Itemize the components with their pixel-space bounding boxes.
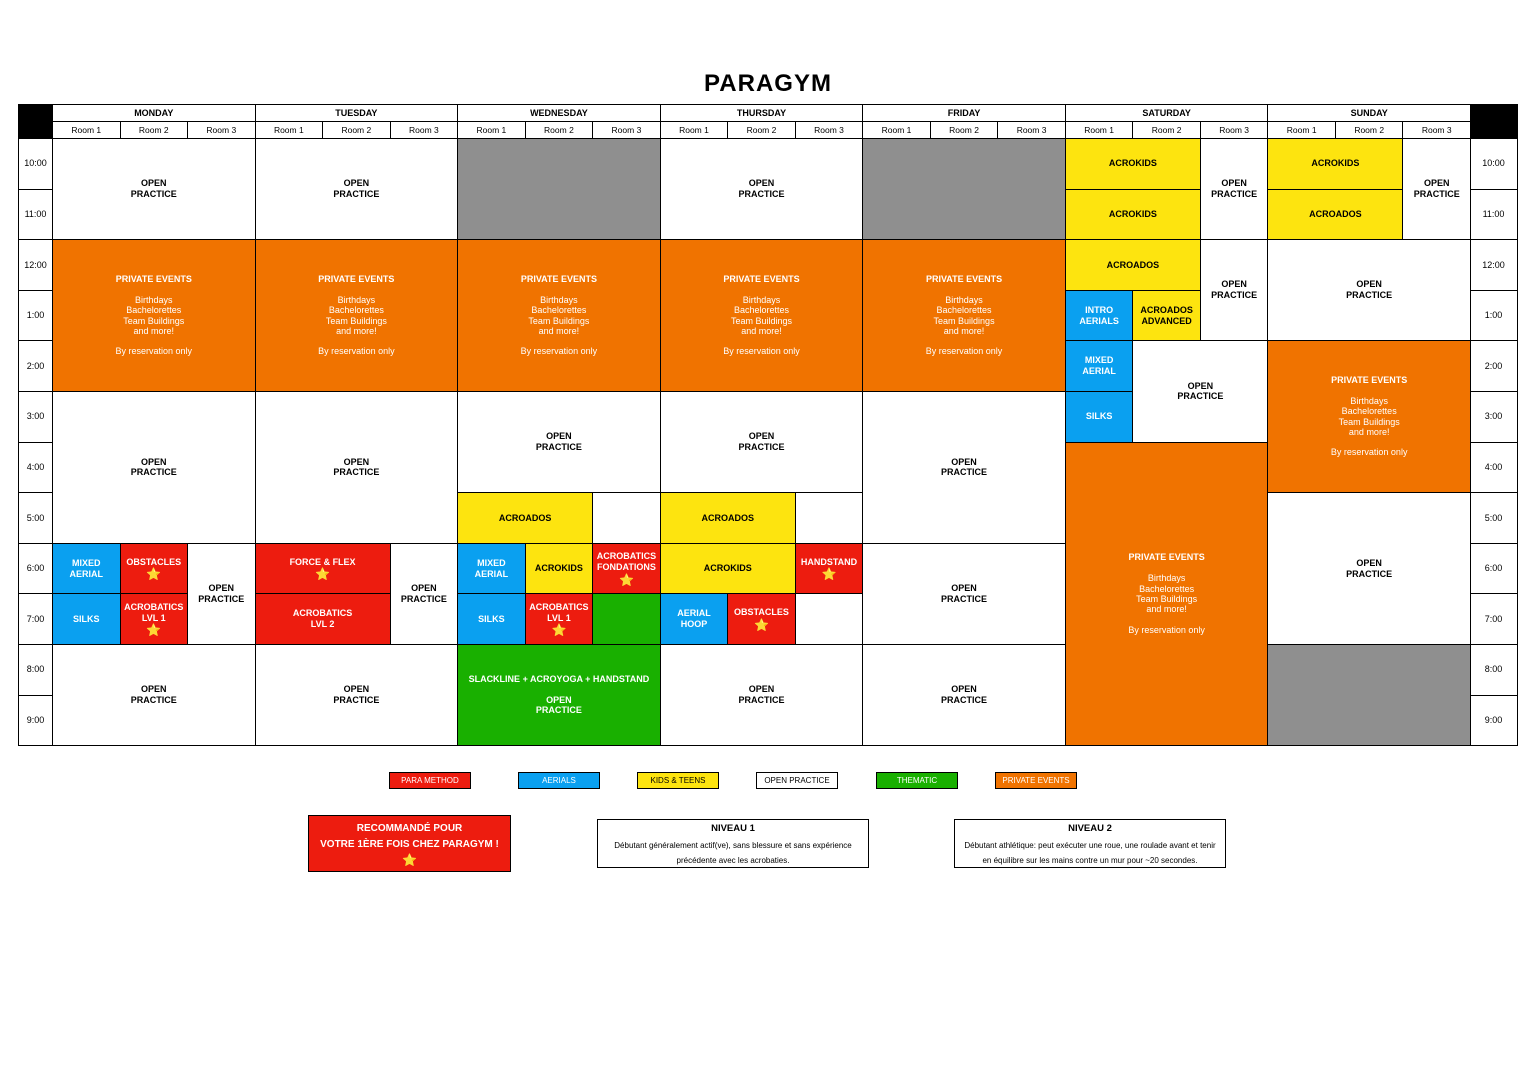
block-label: PRACTICE	[1346, 568, 1393, 579]
block-label: MIXED	[1084, 355, 1114, 366]
open-practice-block	[1132, 340, 1268, 442]
reservation-note: By reservation only	[723, 346, 800, 357]
time-label-right: 1:00	[1469, 290, 1518, 342]
block-label: OPEN	[141, 684, 167, 695]
block-label: FORCE & FLEX	[289, 556, 356, 567]
block-label: OBSTACLES	[126, 556, 182, 567]
star-icon: ⭐	[754, 618, 769, 633]
day-header-tuesday: TUESDAY	[255, 104, 459, 122]
block-label: PRACTICE	[941, 593, 988, 604]
detail-line: Birthdays	[540, 294, 578, 305]
reservation-note: By reservation only	[115, 346, 193, 357]
block-label: PRACTICE	[333, 695, 380, 706]
block-title: PRIVATE EVENTS	[520, 274, 597, 285]
room-header: Room 1	[1267, 121, 1336, 139]
detail-line: Bachelorettes	[1139, 583, 1195, 594]
recommend-line-1: RECOMMANDÉ POUR	[356, 823, 463, 834]
block-label: LVL 1	[141, 612, 166, 623]
block-title: PRIVATE EVENTS	[115, 274, 192, 285]
time-label-left: 6:00	[18, 543, 53, 595]
block-label: AERIAL	[69, 568, 103, 579]
niveau-1-description: Débutant généralement actif(ve), sans blessure et sans expérience précédente avec les acrobaties.	[614, 841, 852, 866]
recommend-box	[308, 815, 511, 872]
class-block	[255, 543, 391, 595]
block-label: OPEN	[1187, 380, 1214, 391]
block-label: ACROKIDS	[1108, 208, 1157, 219]
open-practice-block	[660, 391, 864, 493]
time-label-right: 9:00	[1469, 695, 1518, 747]
open-practice-block	[187, 543, 256, 645]
block-label: PRACTICE	[535, 705, 582, 716]
block-label: PRACTICE	[1413, 189, 1460, 200]
room-header: Room 2	[727, 121, 796, 139]
time-label-right: 5:00	[1469, 492, 1518, 544]
reservation-note: By reservation only	[318, 346, 395, 357]
block-label: OBSTACLES	[734, 607, 789, 618]
class-block	[592, 593, 661, 645]
open-practice-block	[255, 391, 459, 544]
open-practice-block	[255, 644, 459, 746]
class-block	[457, 593, 526, 645]
reservation-note: By reservation only	[1330, 447, 1408, 458]
block-label: PRACTICE	[333, 467, 380, 478]
class-block	[120, 593, 189, 645]
block-label: ADVANCED	[1141, 315, 1192, 326]
block-label: OPEN	[951, 456, 977, 467]
class-block	[1267, 644, 1471, 746]
private-events-block	[457, 239, 661, 392]
block-label: MIXED	[72, 557, 101, 568]
room-header: Room 3	[1200, 121, 1269, 139]
time-label-right: 11:00	[1469, 189, 1518, 241]
legend-item: AERIALS	[518, 772, 600, 789]
legend-item: PRIVATE EVENTS	[995, 772, 1077, 789]
time-label-left: 4:00	[18, 442, 53, 494]
block-label: LVL 2	[310, 619, 335, 630]
block-label: ACROADOS	[498, 512, 552, 523]
time-label-left: 12:00	[18, 239, 53, 291]
block-label: OPEN	[748, 431, 775, 442]
block-title: PRIVATE EVENTS	[925, 274, 1003, 285]
detail-line: Bachelorettes	[328, 305, 384, 316]
time-label-left: 8:00	[18, 644, 53, 696]
room-header: Room 2	[322, 121, 391, 139]
star-icon: ⭐	[146, 623, 162, 638]
block-label: PRACTICE	[130, 467, 177, 478]
private-events-details	[934, 295, 995, 336]
niveau-1-box	[597, 819, 869, 868]
class-block	[795, 543, 864, 595]
private-events-details	[326, 295, 387, 336]
time-label-left: 11:00	[18, 189, 53, 241]
class-block	[457, 644, 661, 746]
block-label: OPEN	[1221, 178, 1247, 189]
block-label: PRACTICE	[130, 695, 177, 706]
time-label-right: 12:00	[1469, 239, 1518, 291]
private-events-details	[731, 295, 792, 336]
block-label: OPEN	[411, 583, 437, 594]
class-block	[255, 593, 391, 645]
legend-item: OPEN PRACTICE	[756, 772, 838, 789]
block-label: OPEN	[748, 684, 775, 695]
block-label: OPEN	[1423, 178, 1450, 189]
open-practice-block	[390, 543, 459, 645]
room-header: Room 3	[390, 121, 459, 139]
time-label-right: 4:00	[1469, 442, 1518, 494]
class-block	[457, 138, 661, 240]
class-block	[660, 492, 796, 544]
room-header: Room 2	[525, 121, 594, 139]
detail-line: Birthdays	[742, 294, 781, 305]
class-block	[1065, 340, 1134, 392]
room-header: Room 1	[457, 121, 526, 139]
detail-line: Birthdays	[945, 294, 983, 305]
block-label: ACROKIDS	[534, 563, 583, 574]
day-header-friday: FRIDAY	[862, 104, 1066, 122]
room-header: Room 3	[1402, 121, 1471, 139]
block-label: ACROBATICS	[596, 551, 657, 562]
block-label: PRACTICE	[941, 467, 988, 478]
open-practice-block	[457, 391, 661, 493]
private-events-block	[52, 239, 256, 392]
class-block	[525, 593, 594, 645]
room-header: Room 1	[862, 121, 931, 139]
room-header: Room 1	[660, 121, 729, 139]
detail-line: and more!	[741, 325, 782, 336]
class-block	[1065, 239, 1201, 291]
class-block	[457, 492, 593, 544]
block-label: ACROBATICS	[292, 608, 353, 619]
block-secondary	[536, 695, 582, 717]
star-icon: ⭐	[821, 567, 837, 582]
private-events-block	[862, 239, 1066, 392]
block-label: OPEN	[343, 456, 370, 467]
time-label-left: 10:00	[18, 138, 53, 190]
detail-line: Team Buildings	[933, 315, 995, 326]
legend-item: THEMATIC	[876, 772, 958, 789]
block-label: ACROADOS	[1106, 259, 1160, 270]
class-block	[660, 593, 729, 645]
block-label: OPEN	[343, 684, 370, 695]
time-label-right: 2:00	[1469, 340, 1518, 392]
niveau-2-box	[954, 819, 1226, 868]
block-label: ACROKIDS	[1108, 158, 1157, 169]
room-header: Room 2	[930, 121, 999, 139]
room-header: Room 3	[187, 121, 256, 139]
detail-line: Team Buildings	[123, 315, 185, 326]
class-block	[1065, 290, 1134, 342]
star-icon: ⭐	[551, 623, 567, 638]
room-header: Room 3	[795, 121, 864, 139]
open-practice-block	[1402, 138, 1471, 240]
class-block	[1267, 138, 1403, 190]
detail-line: Team Buildings	[325, 315, 387, 326]
block-title: PRIVATE EVENTS	[1128, 552, 1205, 563]
block-label: ACROADOS	[1309, 208, 1362, 219]
block-label: SLACKLINE + ACROYOGA + HANDSTAND	[468, 673, 650, 684]
day-header-wednesday: WEDNESDAY	[457, 104, 661, 122]
time-label-right: 8:00	[1469, 644, 1518, 696]
niveau-1-title: NIVEAU 1	[711, 823, 755, 834]
block-label: SILKS	[73, 613, 100, 624]
detail-line: Bachelorettes	[733, 305, 789, 316]
private-events-block	[1065, 442, 1269, 747]
day-header-thursday: THURSDAY	[660, 104, 864, 122]
block-label: OPEN	[546, 431, 572, 442]
room-header: Room 2	[120, 121, 189, 139]
detail-line: and more!	[133, 325, 175, 336]
open-practice-block	[1267, 492, 1471, 645]
class-block	[1132, 290, 1201, 342]
recommend-line-2: VOTRE 1ÈRE FOIS CHEZ PARAGYM !	[320, 839, 499, 850]
class-block	[592, 543, 661, 595]
block-label: PRACTICE	[1177, 391, 1224, 402]
block-label: PRACTICE	[198, 593, 245, 604]
block-label: ACROKIDS	[703, 563, 752, 574]
open-practice-block	[52, 391, 256, 544]
time-label-left: 9:00	[18, 695, 53, 747]
block-label: HOOP	[680, 619, 708, 630]
block-label: PRACTICE	[1211, 290, 1258, 301]
star-icon: ⭐	[146, 567, 162, 582]
open-practice-block	[862, 543, 1066, 645]
room-header: Room 1	[255, 121, 324, 139]
detail-line: Birthdays	[1147, 573, 1186, 584]
detail-line: Bachelorettes	[531, 305, 587, 316]
detail-line: Team Buildings	[528, 315, 590, 326]
class-block	[457, 543, 526, 595]
block-label: PRACTICE	[738, 189, 785, 200]
room-header: Room 2	[1132, 121, 1201, 139]
block-label: PRACTICE	[400, 593, 447, 604]
detail-line: and more!	[1348, 427, 1390, 438]
class-block	[525, 543, 594, 595]
private-events-details	[528, 295, 589, 336]
time-label-left: 2:00	[18, 340, 53, 392]
class-block	[1065, 391, 1134, 443]
open-practice-block	[660, 138, 864, 240]
detail-line: Birthdays	[337, 294, 376, 305]
time-label-left: 5:00	[18, 492, 53, 544]
room-header: Room 2	[1335, 121, 1404, 139]
room-header: Room 3	[997, 121, 1066, 139]
block-label: OPEN	[141, 456, 167, 467]
open-practice-block	[862, 644, 1066, 746]
block-label: OPEN	[1221, 279, 1247, 290]
block-label: OPEN	[208, 583, 235, 594]
private-events-details	[1136, 573, 1197, 614]
block-label: OPEN	[1356, 279, 1382, 290]
detail-line: Team Buildings	[730, 315, 792, 326]
detail-line: and more!	[1146, 604, 1187, 615]
niveau-2-description: Débutant athlétique: peut exécuter une roue, une roulade avant et tenir en équilibre sur les mains contre un mur pour ~20 secondes.	[964, 841, 1216, 866]
block-label: PRACTICE	[1211, 189, 1258, 200]
class-block	[1065, 138, 1201, 190]
class-block	[862, 138, 1066, 240]
private-events-block	[255, 239, 459, 392]
block-label: LVL 1	[547, 612, 571, 623]
open-practice-block	[52, 138, 256, 240]
block-label: PRACTICE	[1346, 290, 1393, 301]
time-label-right: 6:00	[1469, 543, 1518, 595]
detail-line: and more!	[943, 325, 985, 336]
class-block	[660, 543, 796, 595]
detail-line: Birthdays	[1350, 396, 1388, 407]
class-block	[1065, 189, 1201, 241]
detail-line: Bachelorettes	[936, 305, 992, 316]
class-block	[1267, 189, 1403, 241]
block-label: ACROADOS	[701, 512, 754, 523]
block-label: OPEN	[343, 178, 370, 189]
private-events-details	[123, 295, 184, 336]
detail-line: Team Buildings	[1338, 416, 1400, 427]
detail-line: and more!	[336, 325, 377, 336]
block-label: PRACTICE	[738, 695, 785, 706]
page-title: PARAGYM	[704, 70, 832, 97]
star-icon: ⭐	[402, 853, 417, 867]
block-label: AERIAL	[677, 608, 711, 619]
corner-top-left	[18, 104, 53, 139]
open-practice-block	[255, 138, 459, 240]
private-events-details	[1339, 396, 1400, 437]
time-label-left: 3:00	[18, 391, 53, 443]
open-practice-block	[52, 644, 256, 746]
block-label: FONDATIONS	[597, 562, 656, 573]
detail-line: Bachelorettes	[1341, 406, 1397, 417]
block-label: OPEN	[141, 178, 167, 189]
block-label: PRACTICE	[941, 695, 988, 706]
class-block	[52, 593, 121, 645]
niveau-2-title: NIVEAU 2	[1068, 823, 1112, 834]
day-header-saturday: SATURDAY	[1065, 104, 1269, 122]
open-practice-block	[1200, 138, 1269, 240]
room-header: Room 1	[1065, 121, 1134, 139]
block-label: PRACTICE	[535, 442, 582, 453]
time-label-right: 10:00	[1469, 138, 1518, 190]
block-label: PRACTICE	[130, 189, 177, 200]
time-label-right: 3:00	[1469, 391, 1518, 443]
block-label: PRACTICE	[333, 189, 380, 200]
star-icon: ⭐	[618, 572, 634, 587]
day-header-monday: MONDAY	[52, 104, 256, 122]
block-label: AERIAL	[1082, 366, 1116, 377]
reservation-note: By reservation only	[520, 346, 598, 357]
room-header: Room 3	[592, 121, 661, 139]
detail-line: Birthdays	[135, 294, 173, 305]
legend-item: PARA METHOD	[389, 772, 471, 789]
time-label-left: 7:00	[18, 593, 53, 645]
reservation-note: By reservation only	[1128, 624, 1205, 635]
block-label: HANDSTAND	[800, 556, 858, 567]
block-label: ACROBATICS	[124, 601, 184, 612]
room-header: Room 1	[52, 121, 121, 139]
block-label: OPEN	[1356, 557, 1382, 568]
private-events-block	[1267, 340, 1471, 493]
block-label: AERIAL	[474, 568, 509, 579]
reservation-note: By reservation only	[925, 346, 1003, 357]
block-label: MIXED	[477, 557, 506, 568]
corner-top-right	[1469, 104, 1518, 139]
private-events-block	[660, 239, 864, 392]
block-title: PRIVATE EVENTS	[1331, 375, 1408, 386]
open-practice-block	[862, 391, 1066, 544]
class-block	[52, 543, 121, 595]
block-label: ACROADOS	[1140, 304, 1193, 315]
block-label: OPEN	[546, 694, 572, 705]
time-label-left: 1:00	[18, 290, 53, 342]
open-practice-block	[660, 644, 864, 746]
block-label: SILKS	[1085, 411, 1113, 422]
block-title: PRIVATE EVENTS	[318, 274, 395, 285]
block-label: ACROBATICS	[529, 601, 589, 612]
detail-line: Bachelorettes	[126, 305, 182, 316]
block-label: INTRO	[1085, 304, 1114, 315]
detail-line: and more!	[538, 325, 580, 336]
detail-line: Team Buildings	[1136, 593, 1198, 604]
class-block	[727, 593, 796, 645]
class-block	[120, 543, 189, 595]
block-label: SILKS	[478, 613, 505, 624]
block-label: OPEN	[951, 583, 977, 594]
block-label: AERIALS	[1079, 315, 1119, 326]
open-practice-block	[1200, 239, 1269, 341]
block-title: PRIVATE EVENTS	[723, 274, 800, 285]
day-header-sunday: SUNDAY	[1267, 104, 1471, 122]
block-label: ACROKIDS	[1311, 158, 1360, 169]
time-label-right: 7:00	[1469, 593, 1518, 645]
block-label: OPEN	[951, 684, 977, 695]
block-label: OPEN	[748, 178, 775, 189]
block-label: PRACTICE	[738, 442, 785, 453]
star-icon: ⭐	[315, 567, 331, 582]
open-practice-block	[1267, 239, 1471, 341]
legend-item: KIDS & TEENS	[637, 772, 719, 789]
